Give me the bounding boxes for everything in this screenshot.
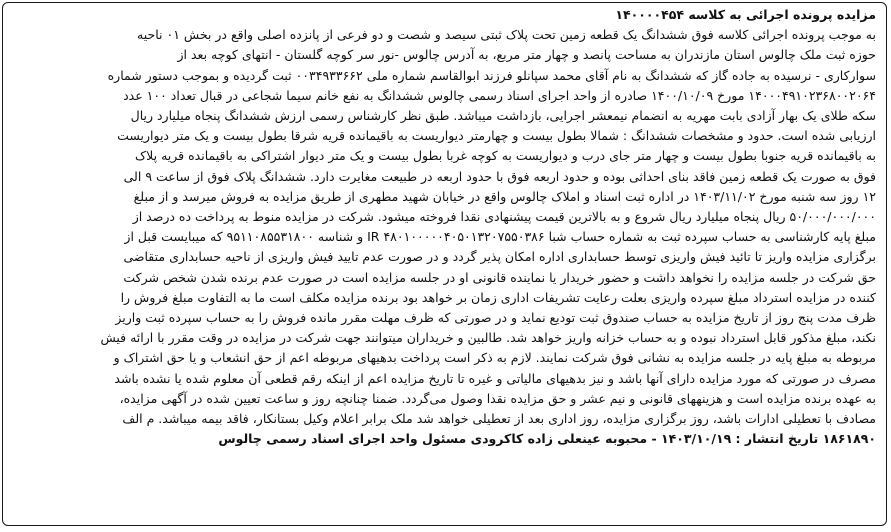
notice-line: برگزاری مزایده واریز تا تائید فیش واریزی توسط حسابداری اداره امکان پذیر گردد و در صورت عدم تایید فیش واریزی از ناحیه حسابداری متقاضی	[123, 249, 876, 265]
notice-line: نکند، مبلغ مذکور قابل استرداد نبوده و به حساب خزانه واریز خواهد شد. طالبین و خریداران میتوانند جهت شرکت در مزایده در وقت مقرر با ارائه فیش	[100, 330, 876, 346]
notice-line: ۱۲ روز سه شنبه مورخ ۱۴۰۳/۱۱/۰۲ در اداره ثبت اسناد و املاک چالوس واقع در خیابان شهید مطهری از طریق مزایده به فروش میرسد و از مبلغ	[133, 188, 876, 204]
notice-line: ظرف مدت پنج روز از تاریخ مزایده به حساب صندوق ثبت تودیع نماید و در صورتی که ظرف مهلت مقرر مانده فروش را به حساب سپرده ثبت واریز	[115, 310, 876, 326]
auction-notice	[3, 3, 886, 449]
notice-signature-line: ۱۸۶۱۸۹۰ تاریخ انتشار : ۱۴۰۳/۱۰/۱۹ - محبوبه عینعلی زاده کاکرودی مسئول واحد اجرای اسناد رسمی چالوس	[218, 431, 876, 447]
notice-line: سوارکاری - نرسیده به جاده گاز که ششدانگ به نام آقای محمد سپانلو فرزند ابوالقاسم شماره ملی ۰۰۳۴۹۳۳۶۶۲ ثبت گردیده و بموجب دستور شماره	[107, 67, 876, 83]
notice-line: مبلغ پایه کارشناسی به حساب سپرده ثبت به شماره حساب شبا IR ۴۸۰۱۰۰۰۰۰۴۰۵۰۱۳۲۰۷۵۵۰۳۸۶ و شناسه ۹۵۱۱۰۸۵۵۳۱۸۰۰ که میبایست قبل از	[124, 229, 876, 245]
notice-line: سکه طلای یک بهار آزادی بابت مهریه به انضمام نیمعشر اجرایی، بازداشت میباشد. طبق نظر کارشناس رسمی ارزش ششدانگ پنجاه میلیارد ریال	[130, 108, 876, 124]
notice-line: به موجب پرونده اجرائی کلاسه فوق ششدانگ یک قطعه زمین تحت پلاک ثبتی سیصد و شصت و دو فرعی از پانزده اصلی واقع در بخش ۰۱ ناحیه	[137, 27, 876, 43]
notice-frame	[2, 2, 887, 526]
notice-line: حق شرکت در جلسه مزایده را نخواهد داشت و حضور خریدار یا نماینده قانونی او در جلسه مزایده است در صورت عدم برنده شدن شخص شرکت	[123, 269, 876, 285]
notice-line: به باقیمانده قریه جنوبا بطول بیست و چهار متر جای درب و دیواریست به کوچه غربا بطول بیست و یک متر دیوار اشتراکی به باقیمانده قریه پلاک	[134, 148, 876, 164]
notice-line: حوزه ثبت ملک چالوس استان مازندران به مساحت پانصد و چهار متر مربع، به آدرس چالوس -نور سر کوچه گلستان - انتهای کوچه بعد از	[177, 47, 876, 63]
notice-line: کننده در مزایده استرداد مبلغ سپرده واریزی بعلت رعایت تشریفات اداری زمان بر خواهد بود برنده مزایده مکلف است ما به التفاوت مبلغ فروش را	[120, 289, 876, 305]
notice-line: مصرف در صورتی که مورد مزایده دارای آنها باشد و نیز بدهیهای مالیاتی و غیره تا تاریخ مزایده اعم از اینکه رقم قطعی آن معلوم شده یا نشده باشد	[114, 370, 876, 386]
notice-title: مزایده پرونده اجرائی به کلاسه ۱۴۰۰۰۰۴۵۴	[615, 7, 876, 22]
notice-line: ۱۴۰۰۰۴۹۱۰۲۳۶۸۰۰۲۰۶۴ مورخ ۱۴۰۰/۱۰/۰۹ صادره از واحد اجرای اسناد رسمی چالوس ششدانگ به نفع خانم سیما شجاعی در قبال تعداد ۱۰۰ عدد	[123, 87, 876, 103]
notice-line: مصادف با تعطیلی ادارات باشد، روز برگزاری مزایده، روز اداری بعد از تعطیلی خواهد شد ملک برابر اعلام وکیل بستانکار، فاقد بیمه میباشد. م الف	[122, 411, 876, 427]
notice-line: مربوطه به مبلغ پایه در جلسه مزایده به نشانی فوق شرکت نمایند. لازم به ذکر است پرداخت بدهیهای مربوطه اعم از حق انشعاب و یا حق اشتراک و	[113, 350, 876, 366]
notice-line: به عهده برنده مزایده است و هزینههای قانونی و نیم عشر و حق مزایده نقدا وصول می‌گردد. ضمنا چنانچه روز و ساعت تعیین شده در آگهی مزایده،	[119, 390, 876, 406]
notice-line: ۵۰/۰۰۰/۰۰۰/۰۰۰ ریال پنجاه میلیارد ریال شروع و به بالاترین قیمت پیشنهادی نقدا فروخته میشود. شرکت در مزایده منوط به پرداخت ده درصد از	[132, 209, 876, 225]
notice-line: ارزیابی شده است. حدود و مشخصات ششدانگ : شمالا بطول بیست و چهارمتر دیواریست به باقیمانده قریه شرقا بطول بیست و یک متر دیواریست	[117, 128, 876, 144]
notice-line: فوق به صورت یک قطعه زمین فاقد بنای احداثی بوده و حدود اربعه فوق با حدود اربعه در طبیعت مغایرت دارد. ششدانگ پلاک فوق از ساعت ۹ الی	[123, 168, 876, 184]
